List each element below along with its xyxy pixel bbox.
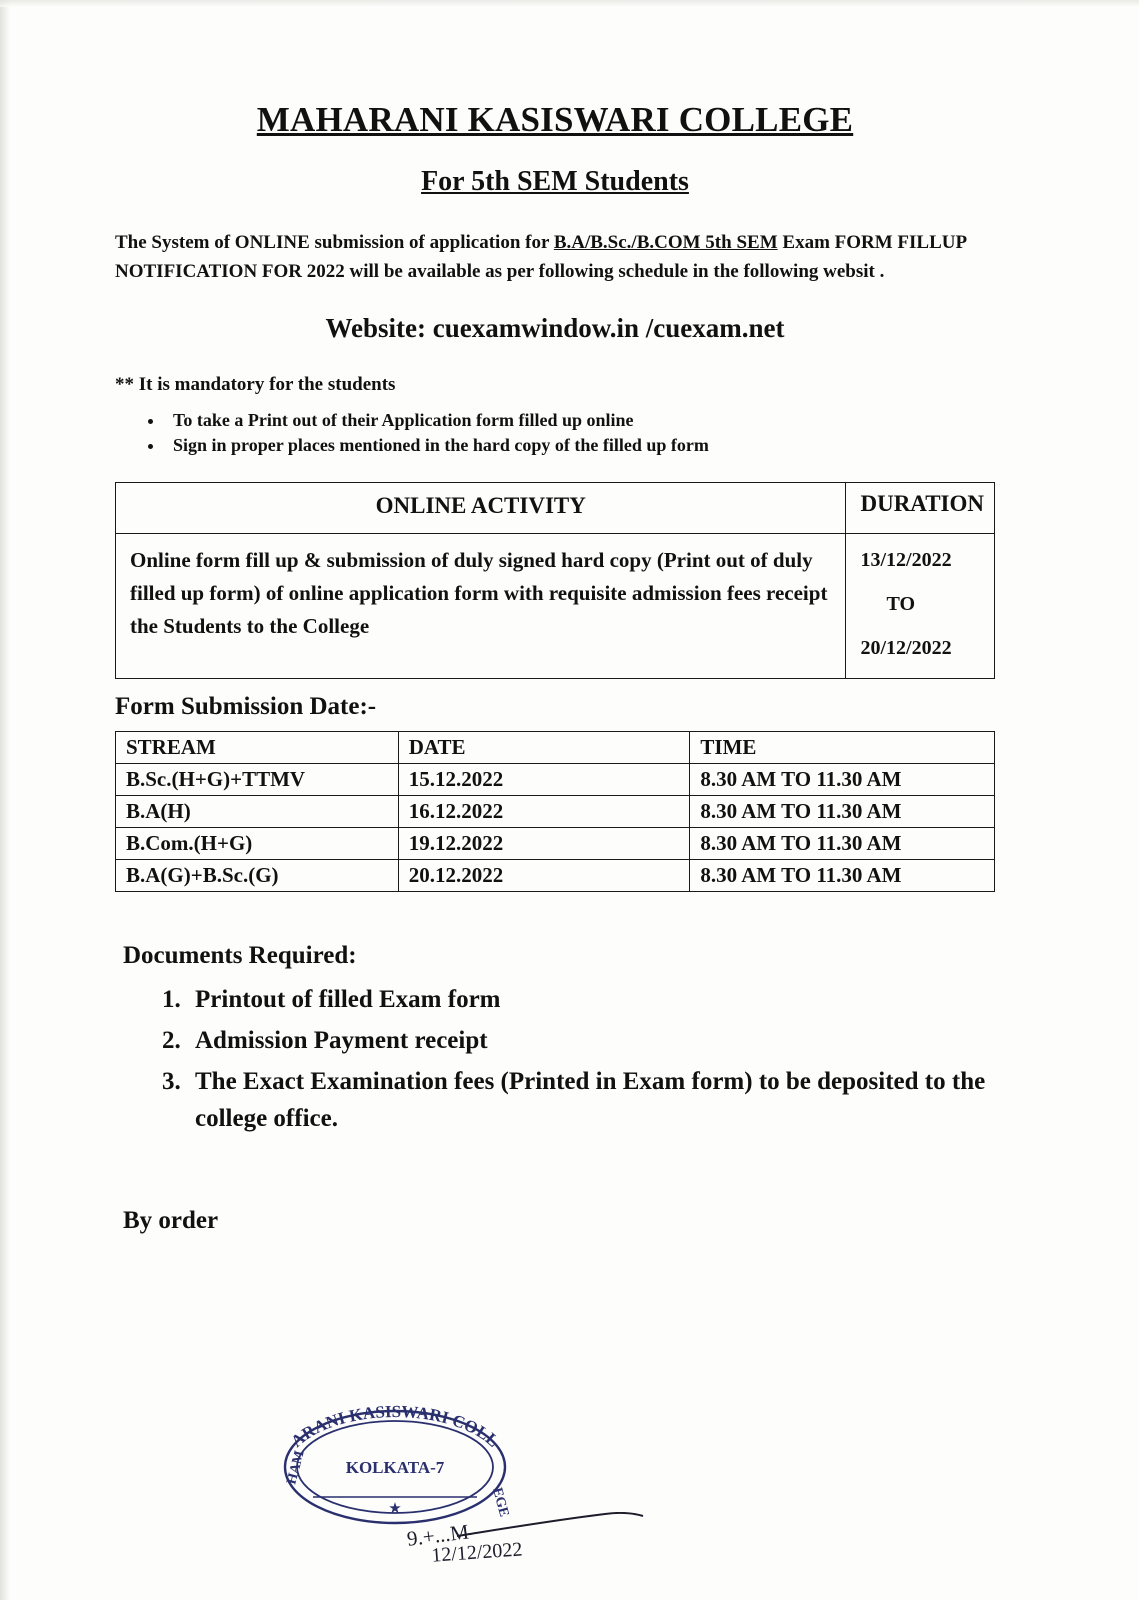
mandatory-note: ** It is mandatory for the students: [115, 373, 396, 395]
table-row: [116, 827, 995, 859]
documents-required-title: Documents Required:: [123, 941, 357, 969]
mandatory-bullet-list: [115, 410, 995, 456]
activity-duration: [846, 533, 995, 678]
column-header-date: DATE: [398, 731, 690, 763]
page-subtitle: For 5th SEM Students: [421, 166, 689, 197]
table-row: [116, 795, 995, 827]
intro-part-1: The System of ONLINE submission of application for: [115, 232, 554, 253]
intro-underlined-courses: B.A/B.Sc./B.COM 5th SEM: [553, 232, 778, 253]
list-item: • Sign in proper places mentioned in the hard copy of the filled up form: [165, 435, 995, 456]
intro-part-2: Exam FORM FILLUP NOTIFICATION FOR 2022 will be available as per following schedule in the following websit .: [115, 232, 967, 283]
duration-separator: TO: [886, 592, 916, 615]
duration-start-date: 13/12/2022: [860, 548, 952, 571]
cell-stream: B.Com.(H+G): [116, 827, 399, 859]
column-header-time: TIME: [690, 731, 995, 763]
submission-schedule-table: [115, 731, 995, 892]
signature-name: 9.+...M: [405, 1519, 471, 1551]
cell-stream: B.A(H): [116, 795, 399, 827]
page-title: MAHARANI KASISWARI COLLEGE: [256, 100, 854, 139]
activity-description: Online form fill up & submission of duly signed hard copy (Print out of duly filled up form) of online application form with requisite admission fees receipt the Students to the College: [116, 533, 846, 678]
document-content: [115, 100, 995, 1235]
cell-stream: B.Sc.(H+G)+TTMV: [116, 763, 399, 795]
list-item: • To take a Print out of their Application form filled up online: [165, 410, 995, 431]
page-edge-shadow-top: [0, 0, 1139, 7]
duration-end-date: 20/12/2022: [860, 636, 952, 659]
cell-time: 8.30 AM TO 11.30 AM: [690, 859, 995, 891]
cell-date: 15.12.2022: [398, 763, 690, 795]
list-item: 2. Admission Payment receipt: [187, 1023, 995, 1059]
cell-time: 8.30 AM TO 11.30 AM: [690, 827, 995, 859]
form-submission-date-label: Form Submission Date:-: [115, 692, 377, 720]
column-header-stream: STREAM: [116, 731, 399, 763]
cell-date: 16.12.2022: [398, 795, 690, 827]
column-header-duration: DURATION: [846, 482, 995, 533]
table-row-header: [116, 731, 995, 763]
website-line: Website: cuexamwindow.in /cuexam.net: [325, 312, 785, 343]
column-header-online-activity: ONLINE ACTIVITY: [116, 482, 846, 533]
list-item: 1. Printout of filled Exam form: [187, 982, 995, 1018]
online-activity-table: [115, 482, 995, 679]
intro-paragraph: [115, 228, 995, 287]
cell-date: 20.12.2022: [398, 859, 690, 891]
svg-text:ARANI KASISWARI COLL: ARANI KASISWARI COLL: [287, 1405, 503, 1451]
by-order-label: By order: [123, 1206, 219, 1234]
cell-stream: B.A(G)+B.Sc.(G): [116, 859, 399, 891]
cell-date: 19.12.2022: [398, 827, 690, 859]
table-row: [116, 763, 995, 795]
cell-time: 8.30 AM TO 11.30 AM: [690, 795, 995, 827]
documents-required-list: [155, 982, 995, 1137]
signature-date: 12/12/2022: [430, 1538, 524, 1567]
svg-text:EGE: EGE: [489, 1486, 512, 1519]
table-row: [116, 859, 995, 891]
page-edge-shadow-left: [0, 0, 10, 1600]
list-item: 3. The Exact Examination fees (Printed in Exam form) to be deposited to the college office.: [187, 1064, 995, 1137]
cell-time: 8.30 AM TO 11.30 AM: [690, 763, 995, 795]
svg-text:HAM: HAM: [284, 1449, 308, 1487]
table-row-header: [116, 482, 995, 533]
table-row: [116, 533, 995, 678]
svg-text:KOLKATA-7: KOLKATA-7: [345, 1458, 445, 1477]
svg-text:★: ★: [388, 1501, 402, 1517]
